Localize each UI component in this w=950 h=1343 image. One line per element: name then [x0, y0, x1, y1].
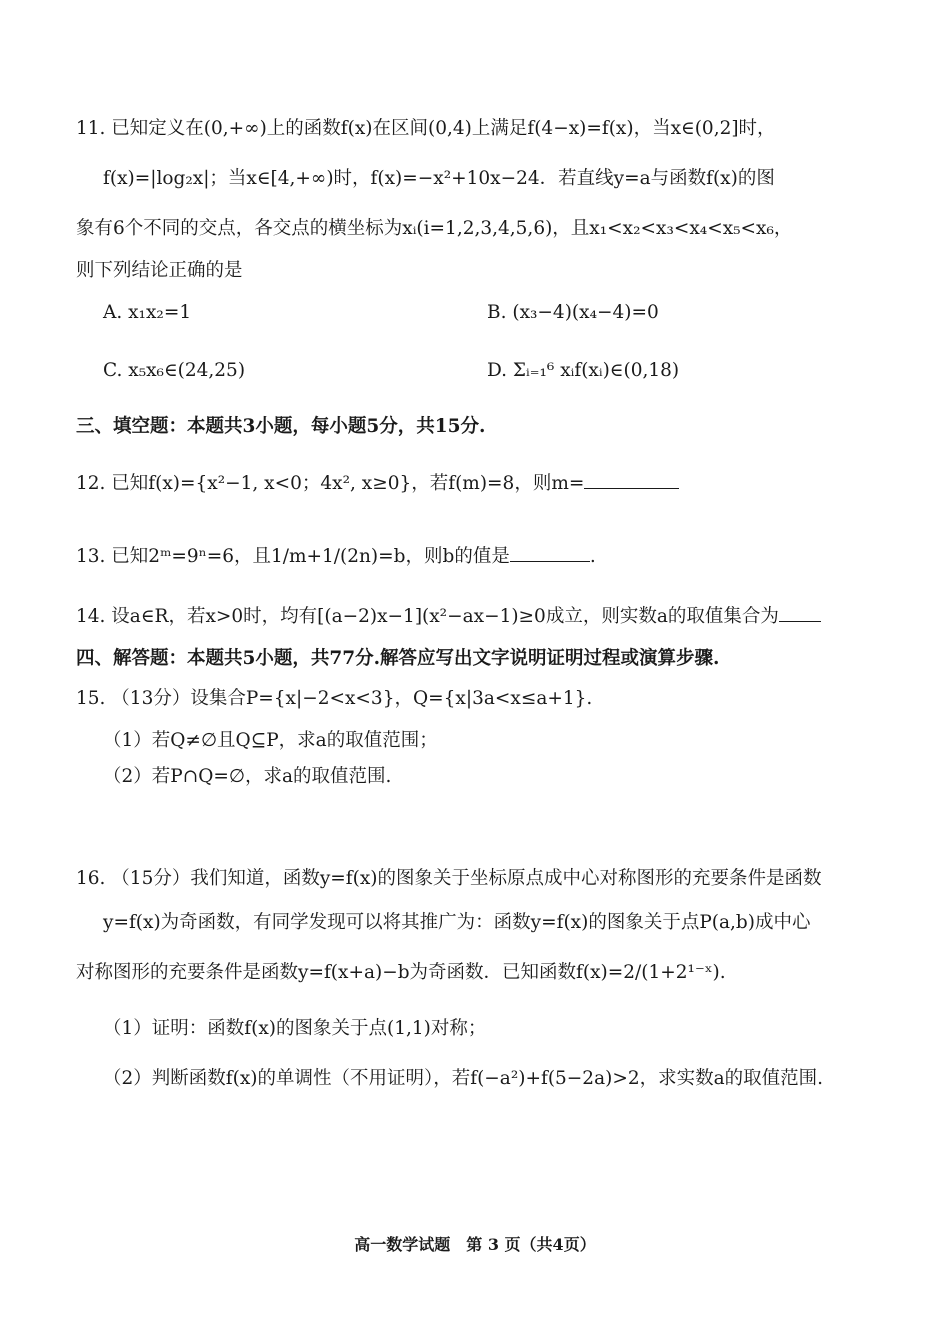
question-12: [76, 475, 679, 494]
question-16-line-3: 对称图形的充要条件是函数y=f(x+a)−b为奇函数．已知函数f(x)=2/(1+2¹⁻ˣ).: [76, 962, 726, 983]
question-11-option-d: D. Σᵢ₌₁⁶ xᵢf(xᵢ)∈(0,18): [487, 360, 680, 381]
question-15-part-2: （2）若P∩Q=∅，求a的取值范围.: [103, 766, 392, 787]
question-15-stem: 15. （13分）设集合P={x|−2<x<3}，Q={x|3a<x≤a+1}.: [76, 688, 593, 709]
question-11-option-a: A. x₁x₂=1: [103, 302, 192, 323]
question-16-part-1: （1）证明：函数f(x)的图象关于点(1,1)对称；: [103, 1018, 487, 1039]
question-11-line-3: 象有6个不同的交点，各交点的横坐标为xᵢ(i=1,2,3,4,5,6)，且x₁<x₂<x₃<x₄<x₅<x₆，: [76, 218, 793, 239]
page-footer: 高一数学试题 第 3 页（共4页）: [354, 1235, 596, 1254]
question-13: 13. 已知2ᵐ=9ⁿ=6，且1/m+1/(2n)=b，则b的值是 .: [76, 546, 596, 567]
question-14: [76, 608, 821, 627]
question-12-text: 12. 已知f(x)={x²−1, x<0；4x², x≥0}，若f(m)=8，则m=: [76, 473, 585, 494]
section-3-heading: 三、填空题：本题共3小题，每小题5分，共15分.: [76, 416, 486, 437]
question-13-text: 13. 已知2ᵐ=9ⁿ=6，且1/m+1/(2n)=b，则b的值是: [76, 546, 510, 567]
question-11-option-b: B. (x₃−4)(x₄−4)=0: [487, 302, 659, 323]
section-4-heading: 四、解答题：本题共5小题，共77分.解答应写出文字说明证明过程或演算步骤.: [76, 648, 720, 669]
question-11-option-c: C. x₅x₆∈(24,25): [103, 360, 246, 381]
answer-blank: [510, 560, 590, 562]
question-11-line-1: 11. 已知定义在(0,+∞)上的函数f(x)在区间(0,4)上满足f(4−x)=f(x)，当x∈(0,2]时，: [76, 118, 776, 139]
question-16-line-2: y=f(x)为奇函数，有同学发现可以将其推广为：函数y=f(x)的图象关于点P(a,b)成中心: [103, 912, 811, 933]
answer-blank: [584, 487, 679, 489]
question-16-part-2: （2）判断函数f(x)的单调性（不用证明），若f(−a²)+f(5−2a)>2，求实数a的取值范围.: [103, 1068, 824, 1089]
question-14-text: 14. 设a∈R，若x>0时，均有[(a−2)x−1](x²−ax−1)≥0成立，则实数a的取值集合为: [76, 606, 779, 627]
question-11-line-4: 则下列结论正确的是: [76, 260, 243, 281]
question-11-line-2: f(x)=|log₂x|；当x∈[4,+∞)时，f(x)=−x²+10x−24．若直线y=a与函数f(x)的图: [103, 168, 775, 189]
question-16-line-1: 16. （15分）我们知道，函数y=f(x)的图象关于坐标原点成中心对称图形的充要条件是函数: [76, 868, 822, 889]
answer-blank: [779, 620, 821, 622]
question-15-part-1: （1）若Q≠∅且Q⊆P，求a的取值范围；: [103, 730, 438, 751]
